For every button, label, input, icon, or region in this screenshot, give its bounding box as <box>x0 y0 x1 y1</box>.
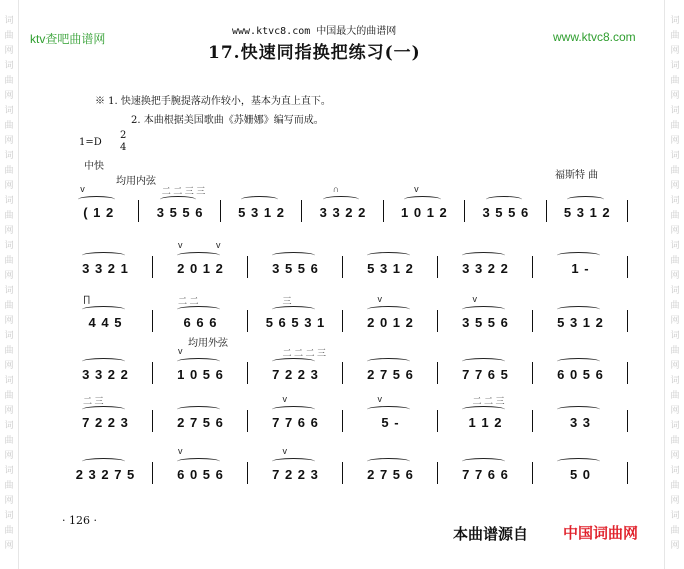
site-tagline: www.ktvc8.com 中国最大的曲谱网 <box>232 26 397 37</box>
watermark-char: 词 <box>4 286 14 296</box>
watermark-char: 词 <box>670 286 680 296</box>
bar-line <box>247 256 248 278</box>
watermark-char: 网 <box>4 136 14 146</box>
score-row <box>58 240 628 280</box>
watermark-char: 曲 <box>670 391 680 401</box>
slur-mark <box>82 306 125 313</box>
measure: 2 3 2 7 5 <box>75 466 136 482</box>
bar-line <box>342 310 343 332</box>
score-row <box>58 184 628 224</box>
measure: 2 0 1 2 <box>367 314 414 330</box>
watermark-char: 曲 <box>670 526 680 536</box>
left-border <box>18 0 19 569</box>
watermark-char: 曲 <box>670 346 680 356</box>
source-site-link[interactable]: 中国词曲网 <box>563 524 639 542</box>
slur-mark <box>557 458 600 465</box>
slur-mark <box>367 306 410 313</box>
bar-line <box>532 410 533 432</box>
measure: 5 3 1 2 <box>563 204 611 220</box>
slur-mark <box>78 196 115 203</box>
measure: 7 7 6 6 <box>462 466 509 482</box>
watermark-char: 曲 <box>4 211 14 221</box>
watermark-char: 词 <box>670 511 680 521</box>
slur-mark <box>462 458 505 465</box>
bar-line <box>152 362 153 384</box>
watermark-char: 词 <box>4 241 14 251</box>
bar-line <box>247 462 248 484</box>
bar-line <box>247 362 248 384</box>
note-line-2: 2. 本曲根据美国歌曲《苏姗娜》编写而成。 <box>131 115 324 126</box>
slur-mark <box>557 406 600 413</box>
measure: 2 7 5 6 <box>367 366 414 382</box>
bar-line <box>546 200 547 222</box>
watermark-char: 词 <box>4 421 14 431</box>
watermark-char: 网 <box>670 226 680 236</box>
measure: 1 - <box>571 260 590 276</box>
bar-line <box>342 462 343 484</box>
measure: 3 5 5 6 <box>272 260 319 276</box>
slur-mark <box>272 458 315 465</box>
slur-mark <box>462 252 505 259</box>
measure: 5 6 5 3 1 <box>265 314 326 330</box>
watermark-char: 网 <box>4 496 14 506</box>
measure: 6 6 6 <box>183 314 218 330</box>
slur-mark <box>241 196 278 203</box>
measure: 2 7 5 6 <box>367 466 414 482</box>
bar-line <box>627 256 628 278</box>
watermark-char: 曲 <box>4 121 14 131</box>
slur-mark <box>160 196 197 203</box>
measure: 5 0 <box>569 466 592 482</box>
slur-mark <box>177 406 220 413</box>
time-top: 2 <box>120 130 127 141</box>
key-signature: 1=D <box>79 137 102 148</box>
watermark-char: 曲 <box>4 301 14 311</box>
watermark-char: 曲 <box>670 121 680 131</box>
measure: 3 3 <box>569 414 592 430</box>
bowing-mark: v <box>282 446 287 456</box>
measure: 3 3 2 2 <box>319 204 367 220</box>
slur-mark <box>557 252 600 259</box>
bar-line <box>342 256 343 278</box>
bar-line <box>464 200 465 222</box>
bowing-mark: 二 二 三 <box>472 396 505 406</box>
measure: 3 3 2 2 <box>462 260 509 276</box>
bar-line <box>383 200 384 222</box>
note-line-1: ※ 1. 快速换把手腕提落动作较小，基本为直上直下。 <box>95 96 331 107</box>
bar-line <box>627 310 628 332</box>
watermark-char: 网 <box>4 91 14 101</box>
watermark-char: 词 <box>670 151 680 161</box>
bar-line <box>437 310 438 332</box>
slur-mark <box>557 306 600 313</box>
bar-line <box>627 200 628 222</box>
watermark-char: 曲 <box>4 76 14 86</box>
watermark-char: 词 <box>4 466 14 476</box>
watermark-char: 网 <box>670 496 680 506</box>
measure: 3 3 2 2 <box>82 366 129 382</box>
measure: 6 0 5 6 <box>177 466 224 482</box>
watermark-char: 曲 <box>670 256 680 266</box>
bowing-mark: v <box>377 394 382 404</box>
watermark-char: 词 <box>4 196 14 206</box>
watermark-char: 词 <box>670 196 680 206</box>
source-label: 本曲谱源自 <box>453 525 529 543</box>
bar-line <box>532 310 533 332</box>
measure: 7 2 2 3 <box>272 466 319 482</box>
watermark-char: 网 <box>670 136 680 146</box>
slur-mark <box>177 358 220 365</box>
watermark-char: 曲 <box>670 166 680 176</box>
score-title: 17.快速同指换把练习(一) <box>208 43 421 63</box>
bar-line <box>627 410 628 432</box>
bowing-mark: 二 二 <box>178 296 199 306</box>
watermark-char: 词 <box>4 106 14 116</box>
measure: 7 7 6 5 <box>462 366 509 382</box>
tempo-marking: 中快 <box>84 161 104 172</box>
string-inner-instruction: 均用内弦 <box>116 176 156 187</box>
bar-line <box>220 200 221 222</box>
watermark-char: 词 <box>4 61 14 71</box>
bar-line <box>152 410 153 432</box>
watermark-char: 网 <box>670 361 680 371</box>
bar-line <box>152 462 153 484</box>
slur-mark <box>486 196 523 203</box>
watermark-char: 曲 <box>670 31 680 41</box>
watermark-char: 网 <box>4 451 14 461</box>
slur-mark <box>367 358 410 365</box>
slur-mark <box>272 306 315 313</box>
bar-line <box>342 410 343 432</box>
measure: 5 3 1 2 <box>367 260 414 276</box>
watermark-char: 网 <box>4 316 14 326</box>
slur-mark <box>272 358 315 365</box>
bar-line <box>627 362 628 384</box>
brand-right-url[interactable]: www.ktvc8.com <box>553 30 636 44</box>
watermark-char: 曲 <box>670 481 680 491</box>
watermark-char: 网 <box>4 271 14 281</box>
bar-line <box>138 200 139 222</box>
slur-mark <box>82 458 125 465</box>
watermark-char: 网 <box>670 271 680 281</box>
slur-mark <box>462 358 505 365</box>
bar-line <box>437 462 438 484</box>
measure: 1 1 2 <box>468 414 503 430</box>
watermark-char: 词 <box>4 151 14 161</box>
bowing-mark: 二 二 二 三 <box>282 348 327 358</box>
bar-line <box>247 410 248 432</box>
slur-mark <box>272 406 315 413</box>
measure: 3 5 5 6 <box>156 204 204 220</box>
watermark-char: 曲 <box>670 436 680 446</box>
slur-mark <box>367 458 410 465</box>
measure: 1 0 1 2 <box>401 204 448 220</box>
bowing-mark: v <box>282 394 287 404</box>
slur-mark <box>367 252 410 259</box>
measure: 3 3 2 1 <box>82 260 129 276</box>
measure: 3 5 5 6 <box>482 204 530 220</box>
slur-mark <box>557 358 600 365</box>
bowing-mark: v <box>414 184 419 194</box>
measure: 5 3 1 2 <box>238 204 285 220</box>
bowing-mark: v <box>80 184 85 194</box>
measure: 6 0 5 6 <box>557 366 604 382</box>
page-number: · 126 · <box>62 514 97 527</box>
score-row <box>58 394 628 434</box>
watermark-char: 词 <box>670 421 680 431</box>
watermark-char: 网 <box>4 46 14 56</box>
slur-mark <box>82 406 125 413</box>
bowing-mark: v <box>216 240 221 250</box>
slur-mark <box>177 306 220 313</box>
watermark-char: 词 <box>4 511 14 521</box>
bar-line <box>342 362 343 384</box>
slur-mark <box>82 358 125 365</box>
bar-line <box>247 310 248 332</box>
bowing-mark: v <box>472 294 477 304</box>
measure: 4 4 5 <box>88 314 123 330</box>
watermark-char: 词 <box>670 106 680 116</box>
measure: 7 7 6 6 <box>272 414 319 430</box>
watermark-char: 网 <box>670 181 680 191</box>
watermark-right <box>668 14 682 554</box>
watermark-char: 词 <box>670 376 680 386</box>
bar-line <box>437 410 438 432</box>
measure: 2 0 1 2 <box>177 260 224 276</box>
slur-mark <box>177 252 220 259</box>
watermark-char: 词 <box>670 241 680 251</box>
score-row <box>58 346 628 386</box>
slur-mark <box>567 196 604 203</box>
bar-line <box>532 362 533 384</box>
watermark-char: 网 <box>670 91 680 101</box>
bar-line <box>152 256 153 278</box>
slur-mark <box>462 406 505 413</box>
watermark-char: 网 <box>670 316 680 326</box>
watermark-char: 词 <box>670 331 680 341</box>
bar-line <box>532 256 533 278</box>
measure: 3 5 5 6 <box>462 314 509 330</box>
measure: 7 2 2 3 <box>272 366 319 382</box>
measure: 5 3 1 2 <box>557 314 604 330</box>
bowing-mark: v <box>178 446 183 456</box>
bowing-mark: ∏ <box>83 294 91 304</box>
watermark-char: 曲 <box>4 391 14 401</box>
bowing-mark: v <box>178 240 183 250</box>
right-border <box>664 0 665 569</box>
score-row <box>58 294 628 334</box>
slur-mark <box>323 196 360 203</box>
watermark-char: 网 <box>4 541 14 551</box>
watermark-char: 词 <box>4 331 14 341</box>
watermark-char: 曲 <box>4 481 14 491</box>
watermark-char: 曲 <box>4 31 14 41</box>
watermark-char: 网 <box>670 451 680 461</box>
watermark-char: 曲 <box>4 436 14 446</box>
measure: 5 - <box>381 414 400 430</box>
composer: 福斯特 曲 <box>555 170 599 181</box>
watermark-char: 曲 <box>670 76 680 86</box>
bar-line <box>301 200 302 222</box>
watermark-char: 曲 <box>670 301 680 311</box>
watermark-char: 网 <box>4 361 14 371</box>
bar-line <box>532 462 533 484</box>
string-outer-instruction: 均用外弦 <box>188 338 228 349</box>
watermark-char: 词 <box>4 376 14 386</box>
watermark-char: 曲 <box>670 211 680 221</box>
bowing-mark: 二 二 三 三 <box>161 186 206 196</box>
watermark-char: 网 <box>670 541 680 551</box>
watermark-char: 词 <box>4 16 14 26</box>
watermark-char: 网 <box>4 406 14 416</box>
bowing-mark: ∩ <box>332 184 340 194</box>
measure: 2 7 5 6 <box>177 414 224 430</box>
time-signature <box>120 130 126 154</box>
slur-mark <box>367 406 410 413</box>
bowing-mark: 二 三 <box>83 396 104 406</box>
watermark-char: 曲 <box>4 256 14 266</box>
slur-mark <box>404 196 441 203</box>
watermark-left <box>2 14 16 554</box>
bowing-mark: v <box>377 294 382 304</box>
measure: ( 1 2 <box>83 204 115 220</box>
watermark-char: 词 <box>670 466 680 476</box>
bar-line <box>152 310 153 332</box>
slur-mark <box>177 458 220 465</box>
slur-mark <box>272 252 315 259</box>
watermark-char: 曲 <box>4 526 14 536</box>
brand-left[interactable]: ktv查吧曲谱网 <box>30 32 106 46</box>
watermark-char: 词 <box>670 61 680 71</box>
slur-mark <box>462 306 505 313</box>
bar-line <box>437 362 438 384</box>
bar-line <box>627 462 628 484</box>
bowing-mark: 三 <box>282 296 292 306</box>
watermark-char: 曲 <box>4 346 14 356</box>
watermark-char: 词 <box>670 16 680 26</box>
watermark-char: 网 <box>4 226 14 236</box>
measure: 7 2 2 3 <box>82 414 129 430</box>
bowing-mark: v <box>178 346 183 356</box>
watermark-char: 网 <box>670 46 680 56</box>
slur-mark <box>82 252 125 259</box>
watermark-char: 网 <box>4 181 14 191</box>
score-row <box>58 446 628 486</box>
watermark-char: 网 <box>670 406 680 416</box>
watermark-char: 曲 <box>4 166 14 176</box>
time-bottom: 4 <box>120 142 127 153</box>
bar-line <box>437 256 438 278</box>
measure: 1 0 5 6 <box>177 366 224 382</box>
